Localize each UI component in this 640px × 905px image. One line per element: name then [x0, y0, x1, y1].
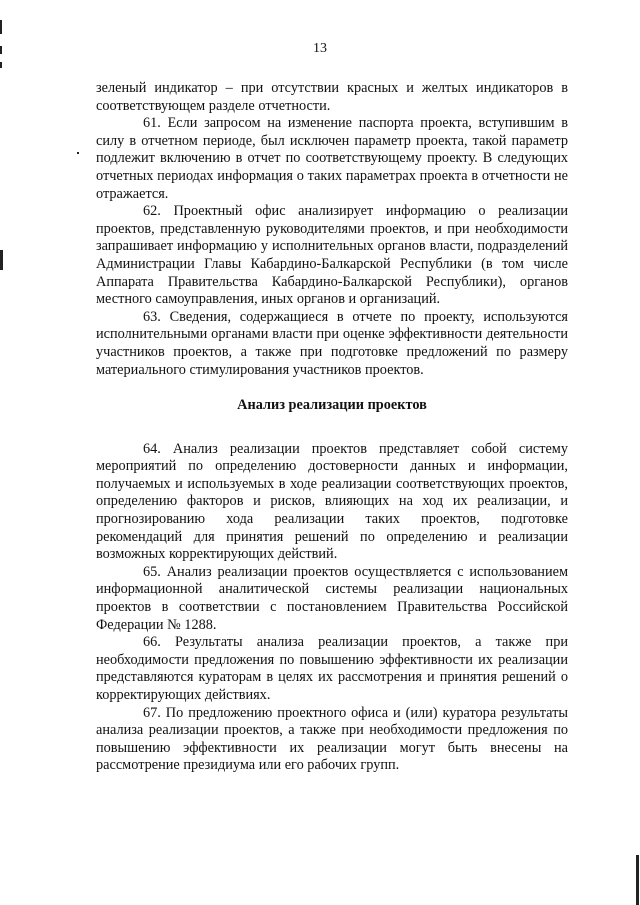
paragraph: 62. Проектный офис анализирует информацию о реализации проектов, представленную руководителями проектов, и при необходимости запрашивает информацию у исполнительных органов власти, подразделений Администрации Главы Кабардино-Балкарской Республики (в том числе Аппарата Правительства Кабардино-Балкарской Республики), органов местного самоуправления, иных органов и организаций.: [96, 203, 568, 308]
scan-edge-mark: [77, 152, 79, 154]
section-heading: Анализ реализации проектов: [237, 397, 427, 414]
scan-edge-mark: [0, 62, 2, 68]
scan-edge-mark: [0, 20, 2, 34]
paragraphs-after-heading: [96, 441, 568, 775]
paragraph: 63. Сведения, содержащиеся в отчете по проекту, используются исполнительными органами власти при оценке эффективности деятельности участников проектов, а также при подготовке предложений по размеру материального стимулирования участников проектов.: [96, 308, 568, 378]
paragraph: 65. Анализ реализации проектов осуществляется с использованием информационной аналитической системы реализации национальных проектов в соответствии с постановлением Правительства Российской Федерации № 1288.: [96, 563, 568, 633]
paragraphs-before-heading: [96, 80, 568, 379]
paragraph: 67. По предложению проектного офиса и (или) куратора результаты анализа реализации проектов, а также при необходимости предложения по повышению эффективности их реализации могут быть внесены на рассмотрение президиума или его рабочих групп.: [96, 704, 568, 774]
scan-edge-mark: [636, 855, 639, 905]
paragraph: 64. Анализ реализации проектов представляет собой систему мероприятий по определению достоверности данных и информации, получаемых и используемых в ходе реализации соответствующих проектов, определению факторов и рисков, влияющих на ход их реализации, и прогнозированию хода реализации таких проектов, подготовке рекомендаций для принятия решений по определению и реализации возможных корректирующих действий.: [96, 440, 568, 563]
document-body: [96, 80, 568, 775]
paragraph: 61. Если запросом на изменение паспорта проекта, вступившим в силу в отчетном периоде, был исключен параметр проекта, такой параметр подлежит включению в отчет по соответствующему проекту. В следующих отчетных периодах информация о таких параметрах проекта в отчетности не отражается.: [96, 115, 568, 202]
paragraph: 66. Результаты анализа реализации проектов, а также при необходимости предложения по повышению эффективности их реализации представляются кураторам в целях их рассмотрения и принятия решений о корректирующих действиях.: [96, 634, 568, 703]
page-number: 13: [313, 41, 327, 56]
scan-edge-mark: [0, 250, 3, 270]
paragraph: зеленый индикатор – при отсутствии красных и желтых индикаторов в соответствующем разделе отчетности.: [96, 80, 568, 114]
